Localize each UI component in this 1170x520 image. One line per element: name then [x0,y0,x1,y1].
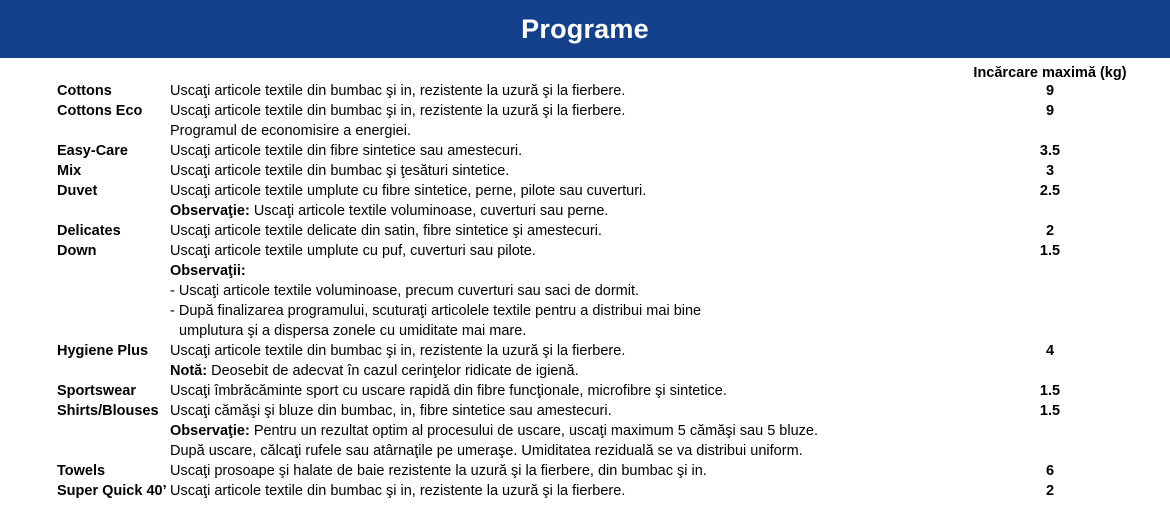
table-row [0,381,1170,401]
description-line-text: Uscaţi articole textile din bumbac şi ţesături sintetice. [170,163,510,179]
program-name: Duvet [57,183,98,199]
description-line [170,121,950,141]
program-max-load: 1.5 [1039,383,1061,399]
description-line-emphasis: Observaţie: [170,203,250,219]
description-line-text: Uscaţi articole textile din bumbac şi in, rezistente la uzură şi la fierbere. [170,483,626,499]
description-line-text: Uscaţi articole textile voluminoase, cuverturi sau perne. [249,203,609,219]
table-header-row [0,58,1170,81]
description-line [170,221,950,241]
program-name: Cottons Eco [57,103,143,119]
program-max-load: 1.5 [1039,243,1061,259]
description-line [170,81,950,101]
column-header-name [0,58,165,81]
description-line [170,361,950,381]
page-title: Programe [521,13,649,44]
program-name: Towels [57,463,106,479]
program-max-load: 6 [1045,463,1055,479]
description-line [170,241,950,261]
description-line [170,261,950,281]
program-max-load: 9 [1045,103,1055,119]
description-line [170,461,950,481]
description-line-text: Deosebit de adecvat în cazul cerinţelor ridicate de igienă. [207,363,579,379]
table-body [0,81,1170,501]
program-description [165,481,950,501]
description-line-text: Pentru un rezultat optim al procesului de uscare, uscaţi maximum 5 cămăşi sau 5 bluze. [249,423,818,439]
description-line-text: După uscare, călcaţi rufele sau atârnaţile pe umeraşe. Umiditatea reziduală se va distribui uniform. [170,443,803,459]
program-name: Super Quick 40’ [57,483,167,499]
table-row [0,461,1170,481]
description-line [170,381,950,401]
description-line-text: Uscaţi articole textile umplute cu puf, cuverturi sau pilote. [170,243,536,259]
program-name: Cottons [57,83,112,99]
column-header-description [165,58,950,81]
description-line-text: Uscaţi cămăşi şi bluze din bumbac, in, fibre sintetice sau amestecuri. [170,403,612,419]
description-line [170,181,950,201]
description-line [170,301,950,321]
program-description [165,381,950,401]
description-line-text: Uscaţi articole textile delicate din satin, fibre sintetice şi amestecuri. [170,223,602,239]
program-description [165,181,950,221]
page-header-bar [0,0,1170,58]
program-max-load: 9 [1045,83,1055,99]
table-row [0,481,1170,501]
table-header [0,58,1170,81]
program-description [165,101,950,141]
program-description [165,81,950,101]
description-line-text: Programul de economisire a energiei. [170,123,411,139]
program-max-load: 2 [1045,483,1055,499]
description-line [170,201,950,221]
table-row [0,161,1170,181]
description-line-text: Uscaţi articole textile din fibre sintetice sau amestecuri. [170,143,523,159]
table-row [0,81,1170,101]
program-description [165,341,950,381]
description-line [170,321,950,341]
program-name: Delicates [57,223,121,239]
program-max-load: 2.5 [1039,183,1061,199]
program-name: Easy-Care [57,143,128,159]
program-max-load: 3 [1045,163,1055,179]
program-description [165,461,950,481]
description-line-emphasis: Observaţie: [170,423,250,439]
description-line-text: Uscaţi articole textile din bumbac şi in, rezistente la uzură şi la fierbere. [170,103,626,119]
description-line [170,281,950,301]
description-line [170,481,950,501]
description-line [170,441,950,461]
program-max-load: 4 [1045,343,1055,359]
program-name: Down [57,243,97,259]
table-row [0,181,1170,221]
program-max-load: 3.5 [1039,143,1061,159]
programs-table-container [0,58,1170,501]
description-line [170,341,950,361]
program-description [165,221,950,241]
description-line [170,401,950,421]
table-row [0,341,1170,381]
column-header-max-load: Incărcare maximă (kg) [973,65,1127,81]
programs-table [0,58,1170,501]
table-row [0,101,1170,141]
program-description [165,401,950,461]
program-name: Shirts/Blouses [57,403,159,419]
table-row [0,401,1170,461]
program-description [165,141,950,161]
program-max-load: 1.5 [1039,403,1061,419]
program-name: Mix [57,163,82,179]
description-line [170,141,950,161]
description-line-text: Uscaţi articole textile din bumbac şi in, rezistente la uzură şi la fierbere. [170,83,626,99]
program-description [165,161,950,181]
description-line-text: Uscaţi prosoape şi halate de baie rezistente la uzură şi la fierbere, din bumbac şi in. [170,463,707,479]
program-name: Sportswear [57,383,136,399]
description-line [170,161,950,181]
program-description [165,241,950,341]
program-name: Hygiene Plus [57,343,149,359]
description-line [170,101,950,121]
table-row [0,141,1170,161]
description-line [170,421,950,441]
description-line-text: umplutura şi a dispersa zonele cu umiditate mai mare. [179,323,527,339]
table-row [0,221,1170,241]
description-line-text: - Uscaţi articole textile voluminoase, precum cuverturi sau saci de dormit. [170,283,640,299]
description-line-text: Uscaţi articole textile din bumbac şi in, rezistente la uzură şi la fierbere. [170,343,626,359]
program-max-load: 2 [1045,223,1055,239]
description-line-text: Uscaţi îmbrăcăminte sport cu uscare rapidă din fibre funcţionale, microfibre şi sintetice. [170,383,727,399]
description-line-text: Uscaţi articole textile umplute cu fibre sintetice, perne, pilote sau cuverturi. [170,183,647,199]
description-line-text: - După finalizarea programului, scuturaţi articolele textile pentru a distribui mai bine [170,303,702,319]
description-line-emphasis: Notă: [170,363,208,379]
description-line-emphasis: Observaţii: [170,263,246,279]
table-row [0,241,1170,341]
